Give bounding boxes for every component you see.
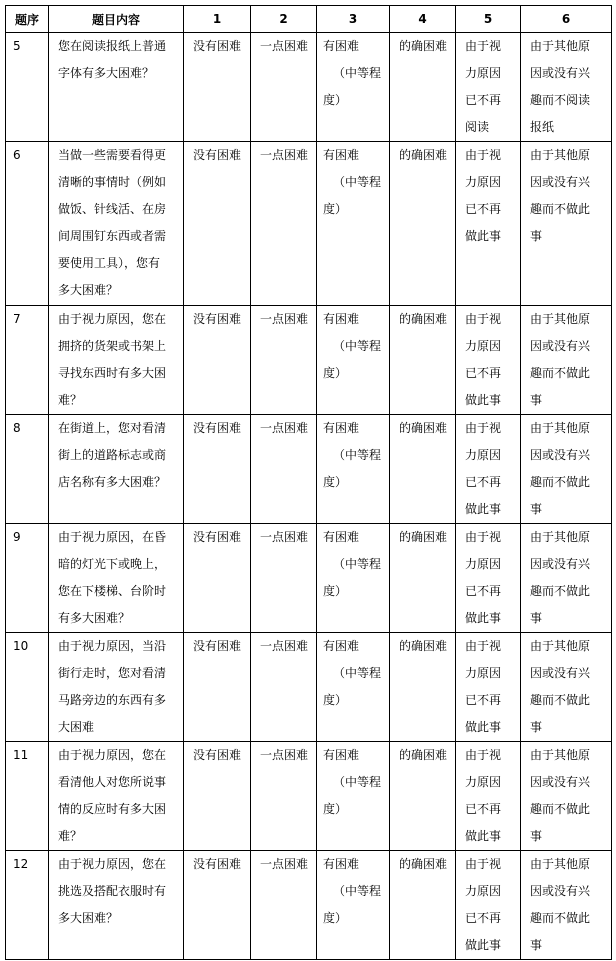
option-line: 因或没有兴 xyxy=(530,557,591,571)
option-line: （中等程 xyxy=(333,666,382,680)
option-line: 因或没有兴 xyxy=(530,884,591,898)
option-line: 由于其他原 xyxy=(530,312,591,326)
option-line: 有困难 xyxy=(323,312,360,326)
table-row xyxy=(6,33,612,142)
option-6-cell xyxy=(521,851,612,960)
option-2-cell: 一点困难 xyxy=(251,33,317,142)
question-number: 12 xyxy=(6,851,49,960)
option-line: 做此事 xyxy=(465,502,502,516)
option-3-cell xyxy=(317,142,390,306)
question-line: 多大困难？ xyxy=(58,911,119,925)
header-row xyxy=(6,6,612,33)
option-line: 已不再 xyxy=(465,584,502,598)
option-4-cell: 的确困难 xyxy=(390,742,456,851)
question-line: 街上的道路标志或商 xyxy=(58,448,167,462)
header-seq: 题序 xyxy=(6,6,49,33)
option-1-cell: 没有困难 xyxy=(184,415,251,524)
question-line: 看清他人对您所说事 xyxy=(58,775,167,789)
option-line: 由于其他原 xyxy=(530,530,591,544)
option-line: 力原因 xyxy=(465,66,502,80)
option-5-cell xyxy=(456,633,521,742)
option-5-cell xyxy=(456,33,521,142)
option-line: （中等程 xyxy=(333,66,382,80)
option-line: 趣而不阅读 xyxy=(530,93,591,107)
option-4-cell: 的确困难 xyxy=(390,633,456,742)
option-3-cell xyxy=(317,742,390,851)
option-5-cell xyxy=(456,142,521,306)
option-line: 事 xyxy=(530,938,543,952)
option-line: 做此事 xyxy=(465,229,502,243)
question-line: 大困难 xyxy=(58,720,95,734)
option-6-cell xyxy=(521,33,612,142)
question-text xyxy=(49,306,184,415)
header-option-4: 4 xyxy=(390,6,456,33)
option-line: 报纸 xyxy=(530,120,555,134)
option-line: （中等程 xyxy=(333,775,382,789)
option-line: 事 xyxy=(530,611,543,625)
option-line: 做此事 xyxy=(465,611,502,625)
table-row xyxy=(6,306,612,415)
question-text xyxy=(49,524,184,633)
question-line: 您在阅读报纸上普通 xyxy=(58,39,167,53)
option-line: 由于视 xyxy=(465,39,502,53)
option-line: 力原因 xyxy=(465,448,502,462)
option-2-cell: 一点困难 xyxy=(251,633,317,742)
option-line: 由于其他原 xyxy=(530,39,591,53)
option-line: （中等程 xyxy=(333,339,382,353)
option-line: 因或没有兴 xyxy=(530,339,591,353)
question-line: 有多大困难？ xyxy=(58,611,131,625)
option-4-cell: 的确困难 xyxy=(390,851,456,960)
option-line: 由于视 xyxy=(465,148,502,162)
question-line: 暗的灯光下或晚上， xyxy=(58,557,167,571)
question-line: 难？ xyxy=(58,829,83,843)
header-option-2: 2 xyxy=(251,6,317,33)
option-4-cell: 的确困难 xyxy=(390,524,456,633)
option-5-cell xyxy=(456,851,521,960)
option-2-cell: 一点困难 xyxy=(251,524,317,633)
question-line: 在街道上，您对看清 xyxy=(58,421,167,435)
option-4-cell: 的确困难 xyxy=(390,306,456,415)
option-line: 由于视 xyxy=(465,639,502,653)
option-line: 力原因 xyxy=(465,557,502,571)
option-line: 已不再 xyxy=(465,202,502,216)
question-line: 挑选及搭配衣服时有 xyxy=(58,884,167,898)
option-line: 由于其他原 xyxy=(530,857,591,871)
option-line: 已不再 xyxy=(465,802,502,816)
question-text xyxy=(49,851,184,960)
option-line: 有困难 xyxy=(323,39,360,53)
option-line: 事 xyxy=(530,229,543,243)
option-3-cell xyxy=(317,633,390,742)
option-line: 由于其他原 xyxy=(530,148,591,162)
option-6-cell xyxy=(521,524,612,633)
option-1-cell: 没有困难 xyxy=(184,851,251,960)
option-line: 由于视 xyxy=(465,748,502,762)
question-text xyxy=(49,415,184,524)
option-6-cell xyxy=(521,633,612,742)
table-row xyxy=(6,851,612,960)
option-line: 已不再 xyxy=(465,693,502,707)
option-2-cell: 一点困难 xyxy=(251,142,317,306)
option-line: 度） xyxy=(323,202,348,216)
option-line: 做此事 xyxy=(465,393,502,407)
question-text xyxy=(49,33,184,142)
option-line: 度） xyxy=(323,93,348,107)
option-line: 度） xyxy=(323,584,348,598)
option-line: 趣而不做此 xyxy=(530,202,591,216)
option-line: 因或没有兴 xyxy=(530,666,591,680)
option-line: 由于视 xyxy=(465,312,502,326)
option-2-cell: 一点困难 xyxy=(251,306,317,415)
option-1-cell: 没有困难 xyxy=(184,142,251,306)
option-line: 由于其他原 xyxy=(530,421,591,435)
option-line: 趣而不做此 xyxy=(530,475,591,489)
question-line: 街行走时，您对看清 xyxy=(58,666,167,680)
option-line: 有困难 xyxy=(323,639,360,653)
question-number: 8 xyxy=(6,415,49,524)
option-line: 度） xyxy=(323,475,348,489)
option-line: 事 xyxy=(530,720,543,734)
option-line: 有困难 xyxy=(323,748,360,762)
option-line: 做此事 xyxy=(465,938,502,952)
question-line: 由于视力原因，当沿 xyxy=(58,639,167,653)
option-line: 度） xyxy=(323,693,348,707)
option-line: 趣而不做此 xyxy=(530,366,591,380)
option-1-cell: 没有困难 xyxy=(184,306,251,415)
question-number: 6 xyxy=(6,142,49,306)
question-line: 寻找东西时有多大困 xyxy=(58,366,167,380)
option-2-cell: 一点困难 xyxy=(251,742,317,851)
question-line: 清晰的事情时（例如 xyxy=(58,175,167,189)
question-line: 马路旁边的东西有多 xyxy=(58,693,167,707)
option-line: 因或没有兴 xyxy=(530,175,591,189)
option-line: 阅读 xyxy=(465,120,490,134)
question-line: 店名称有多大困难？ xyxy=(58,475,167,489)
question-number: 11 xyxy=(6,742,49,851)
table-row xyxy=(6,633,612,742)
option-line: 力原因 xyxy=(465,884,502,898)
option-line: 已不再 xyxy=(465,366,502,380)
option-6-cell xyxy=(521,306,612,415)
option-4-cell: 的确困难 xyxy=(390,142,456,306)
option-1-cell: 没有困难 xyxy=(184,524,251,633)
question-line: 字体有多大困难？ xyxy=(58,66,155,80)
option-line: 做此事 xyxy=(465,720,502,734)
question-number: 5 xyxy=(6,33,49,142)
option-3-cell xyxy=(317,851,390,960)
option-3-cell xyxy=(317,306,390,415)
option-line: 力原因 xyxy=(465,775,502,789)
option-3-cell xyxy=(317,33,390,142)
option-line: 趣而不做此 xyxy=(530,802,591,816)
option-line: 由于其他原 xyxy=(530,639,591,653)
option-line: 趣而不做此 xyxy=(530,693,591,707)
option-line: 有困难 xyxy=(323,421,360,435)
question-line: 拥挤的货架或书架上 xyxy=(58,339,167,353)
option-line: 事 xyxy=(530,393,543,407)
option-1-cell: 没有困难 xyxy=(184,633,251,742)
question-number: 9 xyxy=(6,524,49,633)
question-text xyxy=(49,142,184,306)
option-line: 度） xyxy=(323,911,348,925)
option-5-cell xyxy=(456,742,521,851)
option-3-cell xyxy=(317,524,390,633)
option-line: 已不再 xyxy=(465,911,502,925)
option-5-cell xyxy=(456,524,521,633)
question-line: 做饭、针线活、在房 xyxy=(58,202,167,216)
option-line: 趣而不做此 xyxy=(530,584,591,598)
option-line: 度） xyxy=(323,802,348,816)
header-option-5: 5 xyxy=(456,6,521,33)
option-1-cell: 没有困难 xyxy=(184,33,251,142)
option-line: 力原因 xyxy=(465,339,502,353)
header-option-1: 1 xyxy=(184,6,251,33)
questionnaire-table xyxy=(5,5,612,960)
option-line: 由于视 xyxy=(465,530,502,544)
option-5-cell xyxy=(456,306,521,415)
header-option-6: 6 xyxy=(521,6,612,33)
table-row xyxy=(6,524,612,633)
question-line: 当做一些需要看得更 xyxy=(58,148,167,162)
option-line: 度） xyxy=(323,366,348,380)
question-text xyxy=(49,633,184,742)
header-question: 题目内容 xyxy=(49,6,184,33)
option-line: （中等程 xyxy=(333,448,382,462)
option-4-cell: 的确困难 xyxy=(390,33,456,142)
option-line: 做此事 xyxy=(465,829,502,843)
option-line: （中等程 xyxy=(333,557,382,571)
option-line: 由于视 xyxy=(465,421,502,435)
table-row xyxy=(6,415,612,524)
option-line: 由于视 xyxy=(465,857,502,871)
question-line: 您在下楼梯、台阶时 xyxy=(58,584,167,598)
option-line: 因或没有兴 xyxy=(530,775,591,789)
option-5-cell xyxy=(456,415,521,524)
option-line: 趣而不做此 xyxy=(530,911,591,925)
option-line: 有困难 xyxy=(323,530,360,544)
option-3-cell xyxy=(317,415,390,524)
option-line: 因或没有兴 xyxy=(530,448,591,462)
option-6-cell xyxy=(521,142,612,306)
question-line: 由于视力原因，您在 xyxy=(58,857,167,871)
option-2-cell: 一点困难 xyxy=(251,415,317,524)
option-2-cell: 一点困难 xyxy=(251,851,317,960)
table-row xyxy=(6,142,612,306)
question-line: 难？ xyxy=(58,393,83,407)
question-line: 多大困难？ xyxy=(58,283,119,297)
option-line: 有困难 xyxy=(323,148,360,162)
option-line: 由于其他原 xyxy=(530,748,591,762)
question-line: 间周围钉东西或者需 xyxy=(58,229,167,243)
option-line: （中等程 xyxy=(333,175,382,189)
question-line: 由于视力原因，您在 xyxy=(58,748,167,762)
question-line: 由于视力原因，在昏 xyxy=(58,530,167,544)
option-line: （中等程 xyxy=(333,884,382,898)
question-line: 由于视力原因，您在 xyxy=(58,312,167,326)
option-4-cell: 的确困难 xyxy=(390,415,456,524)
option-line: 因或没有兴 xyxy=(530,66,591,80)
option-line: 有困难 xyxy=(323,857,360,871)
option-6-cell xyxy=(521,415,612,524)
option-line: 事 xyxy=(530,829,543,843)
option-line: 已不再 xyxy=(465,475,502,489)
question-number: 10 xyxy=(6,633,49,742)
option-line: 力原因 xyxy=(465,666,502,680)
option-line: 已不再 xyxy=(465,93,502,107)
table-row xyxy=(6,742,612,851)
header-option-3: 3 xyxy=(317,6,390,33)
option-1-cell: 没有困难 xyxy=(184,742,251,851)
option-line: 力原因 xyxy=(465,175,502,189)
question-line: 情的反应时有多大困 xyxy=(58,802,167,816)
option-line: 事 xyxy=(530,502,543,516)
question-text xyxy=(49,742,184,851)
option-6-cell xyxy=(521,742,612,851)
question-number: 7 xyxy=(6,306,49,415)
question-line: 要使用工具），您有 xyxy=(58,256,161,270)
